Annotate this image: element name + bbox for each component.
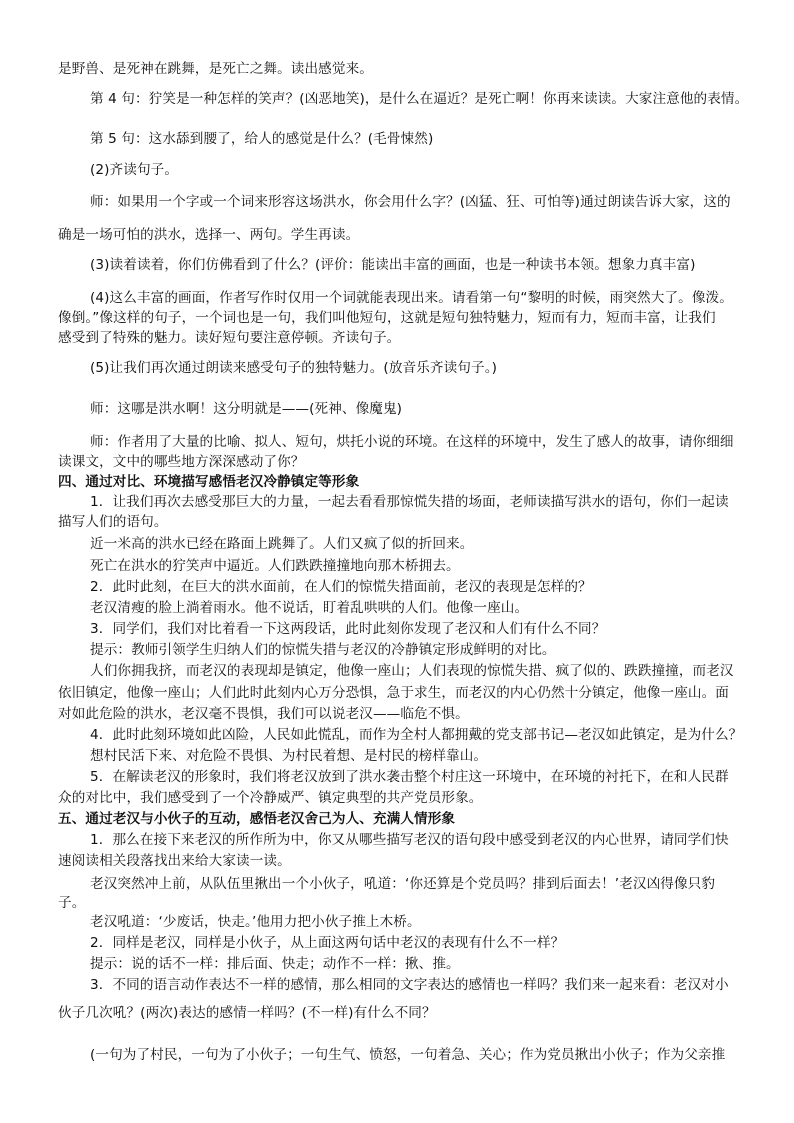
- text-line: 子。: [58, 895, 86, 911]
- text-line: 师：这哪是洪水啊！这分明就是——(死神、像魔鬼): [90, 401, 403, 417]
- section-heading: 四、通过对比、环境描写感悟老汉冷静镇定等形象: [58, 474, 360, 490]
- text-line: 众的对比中，我们感受到了一个冷静威严、镇定典型的共产党员形象。: [58, 790, 483, 806]
- text-line: 4．此时此刻环境如此凶险，人民如此慌乱，而作为全村人都拥戴的党支部书记—老汉如此镇定，是为什么？: [90, 727, 743, 743]
- text-line: 描写人们的语句。: [58, 514, 168, 530]
- text-line: 第 4 句：狞笑是一种怎样的笑声？(凶恶地笑)，是什么在逼近？是死亡啊！你再来读读。大家注意他的表情。: [90, 91, 749, 107]
- text-line: 2．同样是老汉，同样是小伙子，从上面这两句话中老汉的表现有什么不一样？: [90, 935, 565, 951]
- text-line: 师：如果用一个字或一个词来形容这场洪水，你会用什么字？(凶猛、狂、可怕等)通过朗读告诉大家，这的: [90, 194, 731, 210]
- text-line: 提示：教师引领学生归纳人们的惊慌失措与老汉的冷静镇定形成鲜明的对比。: [90, 642, 556, 658]
- text-line: 5．在解读老汉的形象时，我们将老汉放到了洪水袭击整个村庄这一环境中，在环境的衬托下，在和人民群: [90, 769, 729, 785]
- text-line: 1．让我们再次去感受那巨大的力量，一起去看看那惊慌失措的场面，老师读描写洪水的语句，你们一起读: [90, 494, 729, 510]
- text-line: 想村民活下来、对危险不畏惧、为村民着想、是村民的榜样靠山。: [90, 748, 488, 764]
- text-line: (2)齐读句子。: [90, 162, 179, 178]
- text-line: 死亡在洪水的狞笑声中逼近。人们跌跌撞撞地向那木桥拥去。: [90, 558, 460, 574]
- text-line: 像倒。”像这样的句子，一个词也是一句，我们叫他短句，这就是短句独特魅力，短而有力，短而丰富，让我们: [58, 310, 716, 326]
- text-line: 确是一场可怕的洪水，选择一、两句。学生再读。: [58, 227, 360, 243]
- text-line: 老汉吼道：‘少废话，快走。’他用力把小伙子推上木桥。: [90, 914, 421, 930]
- text-line: 3．不同的语言动作表达不一样的感情，那么相同的文字表达的感情也一样吗？我们来一起来看：老汉对小: [90, 977, 729, 993]
- text-line: 师：作者用了大量的比喻、拟人、短句，烘托小说的环境。在这样的环境中，发生了感人的故事，请你细细: [90, 434, 734, 450]
- text-line: (4)这么丰富的画面，作者写作时仅用一个词就能表现出来。请看第一句“黎明的时候，雨突然大了。像泼。: [90, 290, 733, 306]
- text-line: 读课文，文中的哪些地方深深感动了你？: [58, 454, 305, 470]
- text-line: 依旧镇定，他像一座山；人们此时此刻内心万分恐惧，急于求生，而老汉的内心仍然十分镇定，他像一座山。面: [58, 685, 729, 701]
- text-line: 2．此时此刻，在巨大的洪水面前，在人们的惊慌失措面前，老汉的表现是怎样的？: [90, 579, 592, 595]
- text-line: 伙子几次吼？(两次)表达的感情一样吗？(不一样)有什么不同？: [58, 1005, 436, 1021]
- text-line: 感受到了特殊的魅力。读好短句要注意停顿。齐读句子。: [58, 330, 401, 346]
- text-line: (3)读着读着，你们仿佛看到了什么？(评价：能读出丰富的画面，也是一种读书本领。想象力真丰富): [90, 257, 696, 273]
- text-line: 提示：说的话不一样：排后面、快走；动作不一样：揪、推。: [90, 956, 460, 972]
- text-line: 对如此危险的洪水，老汉毫不畏惧，我们可以说老汉——临危不惧。: [58, 706, 469, 722]
- text-line: 老汉清瘦的脸上淌着雨水。他不说话，盯着乱哄哄的人们。他像一座山。: [90, 600, 529, 616]
- text-line: 3．同学们，我们对比着看一下这两段话，此时此刻你发现了老汉和人们有什么不同？: [90, 621, 606, 637]
- text-line: 1．那么在接下来老汉的所作所为中，你又从哪些描写老汉的语句段中感受到老汉的内心世界，请同学们快: [90, 832, 729, 848]
- text-line: 是野兽、是死神在跳舞，是死亡之舞。读出感觉来。: [58, 61, 373, 77]
- text-line: 速阅读相关段落找出来给大家读一读。: [58, 853, 291, 869]
- text-line: (一句为了村民，一句为了小伙子；一句生气、愤怒，一句着急、关心；作为党员揪出小伙子；作为父亲推: [90, 1047, 726, 1063]
- text-line: 第 5 句：这水舔到腰了，给人的感觉是什么？(毛骨悚然): [90, 131, 434, 147]
- text-line: (5)让我们再次通过朗读来感受句子的独特魅力。(放音乐齐读句子。): [90, 360, 497, 376]
- text-line: 近一米高的洪水已经在路面上跳舞了。人们又疯了似的折回来。: [90, 536, 474, 552]
- text-line: 老汉突然冲上前，从队伍里揪出一个小伙子，吼道：‘你还算是个党员吗？排到后面去！’老汉凶得像只豹: [90, 876, 716, 892]
- section-heading: 五、通过老汉与小伙子的互动，感悟老汉舍己为人、充满人情形象: [58, 811, 456, 827]
- text-line: 人们你拥我挤，而老汉的表现却是镇定，他像一座山；人们表现的惊慌失措、疯了似的、跌跌撞撞，而老汉: [90, 663, 734, 679]
